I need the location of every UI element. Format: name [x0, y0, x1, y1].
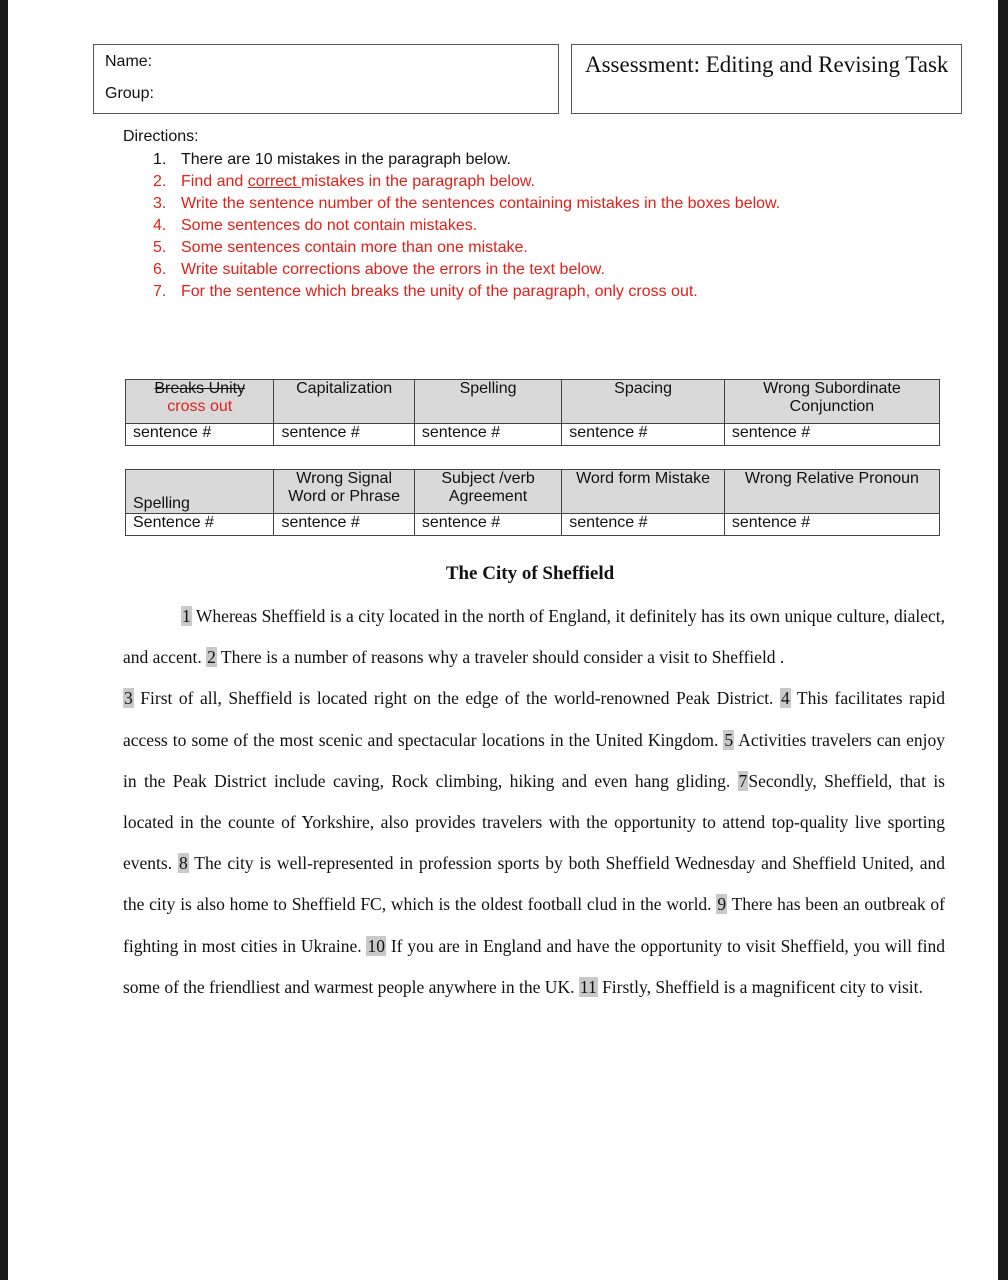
sentence-text: If you are in England and have the opportunity to visit Sheffield, you will find some of the friendliest and warmest people anywhere in the UK. — [123, 935, 946, 997]
header-wrong-signal-word: Wrong Signal Word or Phrase — [274, 470, 414, 514]
sentence-text: There has been an outbreak of fighting in most cities in Ukraine. — [123, 894, 946, 956]
header-spacing: Spacing — [562, 380, 725, 424]
header-wrong-relative-pronoun: Wrong Relative Pronoun — [724, 470, 939, 514]
header-capitalization: Capitalization — [274, 380, 414, 424]
direction-item: 7. For the sentence which breaks the unity of the paragraph, only cross out. — [153, 283, 698, 300]
sentence-text: This facilitates rapid access to some of the most scenic and spectacular locations in the United Kingdom. — [123, 688, 946, 750]
answer-cell[interactable]: sentence # — [562, 424, 725, 446]
sentence-text: Firstly, Sheffield is a magnificent city to visit. — [602, 976, 923, 997]
answer-cell[interactable]: sentence # — [562, 514, 725, 536]
sentence-number: 2 — [207, 647, 216, 668]
answer-cell[interactable]: sentence # — [126, 424, 274, 446]
sentence-number: 1 — [182, 606, 191, 626]
sentence-text: There is a number of reasons why a traveler should consider a visit to Sheffield . — [220, 647, 785, 668]
directions-list — [153, 149, 780, 303]
header-word-form-mistake: Word form Mistake — [562, 470, 725, 514]
sentence-number: 9 — [717, 894, 727, 915]
essay-title: The City of Sheffield — [445, 563, 615, 584]
header-subject-verb-agreement: Subject /verb Agreement — [414, 470, 561, 514]
sentence-text: The city is well-represented in profession sports by both Sheffield Wednesday and Sheffield United, and the city is also home to Sheffield FC, which is the oldest football clud in the world. — [123, 853, 946, 915]
answer-cell[interactable]: sentence # — [724, 514, 939, 536]
direction-item: 4. Some sentences do not contain mistakes. — [153, 217, 478, 234]
error-category-table-1 — [125, 379, 940, 446]
sentence-number: 5 — [724, 729, 734, 750]
assessment-title: Assessment: Editing and Revising Task — [585, 52, 949, 77]
answer-cell[interactable]: sentence # — [414, 424, 561, 446]
assessment-title-box — [571, 44, 962, 114]
answer-cell[interactable]: sentence # — [724, 424, 939, 446]
direction-item: 2. Find and correct mistakes in the paragraph below. — [153, 173, 535, 190]
answer-cell[interactable]: Sentence # — [126, 514, 274, 536]
sentence-text: Whereas Sheffield is a city located in the north of England, it definitely has its own unique culture, dialect, and accent. — [123, 606, 946, 668]
sentence-number: 4 — [780, 688, 790, 709]
direction-item: 3. Write the sentence number of the sentences containing mistakes in the boxes below. — [153, 195, 781, 212]
sentence-number: 3 — [124, 688, 133, 709]
student-info-box — [93, 44, 559, 114]
direction-item: 6. Write suitable corrections above the errors in the text below. — [153, 261, 605, 278]
answer-cell[interactable]: sentence # — [414, 514, 561, 536]
answer-cell[interactable]: sentence # — [274, 514, 414, 536]
direction-item: 1. There are 10 mistakes in the paragraph below. — [153, 151, 511, 168]
group-label: Group: — [105, 85, 154, 102]
sentence-text: Secondly, Sheffield, that is located in the counte of Yorkshire, also provides travelers with the opportunity to attend top-quality live sporting events. — [123, 770, 945, 874]
directions-heading: Directions: — [123, 128, 199, 145]
sentence-number: 11 — [579, 976, 597, 997]
header-breaks-unity: Breaks Unity cross out — [126, 380, 274, 424]
sentence-number: 7 — [738, 770, 748, 791]
error-category-table-2 — [125, 469, 940, 536]
header-spelling: Spelling — [414, 380, 561, 424]
sentence-number: 8 — [178, 853, 188, 874]
sentence-text: First of all, Sheffield is located right on the edge of the world-renowned Peak District. — [140, 688, 774, 709]
worksheet-page — [8, 0, 998, 1280]
name-label: Name: — [105, 53, 153, 70]
answer-cell[interactable]: sentence # — [274, 424, 414, 446]
essay-paragraph — [123, 596, 945, 1008]
sentence-text: Activities travelers can enjoy in the Peak District include caving, Rock climbing, hiking and even hang gliding. — [123, 729, 946, 791]
header-spelling-2: Spelling — [126, 470, 274, 514]
direction-item: 5. Some sentences contain more than one mistake. — [153, 239, 528, 256]
header-wrong-subordinate-conjunction: Wrong Subordinate Conjunction — [724, 380, 939, 424]
sentence-number: 10 — [367, 935, 385, 956]
